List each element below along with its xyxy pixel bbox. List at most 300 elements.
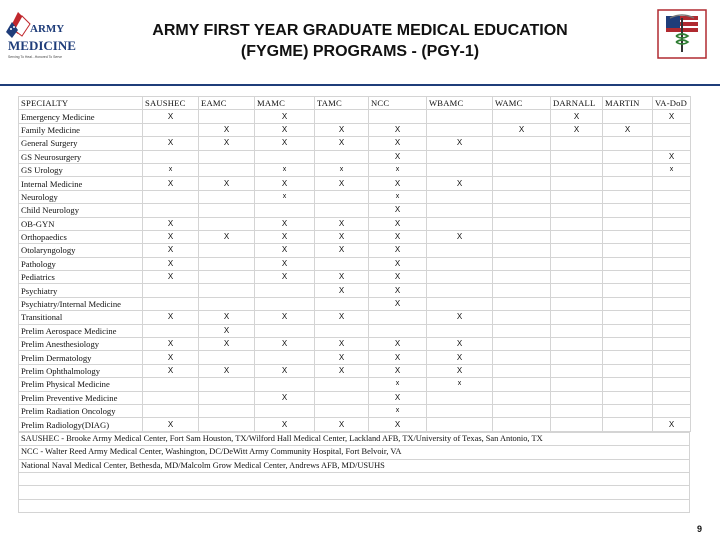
program-mark-cell	[551, 418, 603, 431]
specialty-cell: OB-GYN	[19, 217, 143, 230]
program-mark-cell	[493, 110, 551, 123]
specialty-cell: Internal Medicine	[19, 177, 143, 190]
program-mark-cell	[143, 378, 199, 391]
program-mark-cell	[427, 163, 493, 176]
program-mark-cell: X	[369, 150, 427, 163]
program-mark-cell: X	[315, 123, 369, 136]
program-mark-cell	[603, 110, 653, 123]
program-mark-cell: X	[199, 364, 255, 377]
program-mark-cell: X	[199, 177, 255, 190]
program-mark-cell: X	[369, 351, 427, 364]
program-mark-cell	[603, 244, 653, 257]
program-mark-cell	[653, 137, 691, 150]
program-table	[18, 96, 691, 432]
program-mark-cell: X	[369, 244, 427, 257]
program-mark-cell	[315, 391, 369, 404]
program-mark-cell: X	[369, 257, 427, 270]
program-mark-cell: X	[255, 244, 315, 257]
table-row	[19, 217, 691, 230]
program-mark-cell	[493, 177, 551, 190]
program-mark-cell	[493, 150, 551, 163]
title-line-1: ARMY FIRST YEAR GRADUATE MEDICAL EDUCATION	[152, 22, 568, 39]
table-row	[19, 257, 691, 270]
svg-text:ARMY: ARMY	[30, 23, 65, 35]
program-mark-cell	[143, 297, 199, 310]
program-mark-cell	[199, 244, 255, 257]
program-mark-cell	[653, 284, 691, 297]
notes-table	[18, 432, 690, 513]
program-mark-cell: X	[199, 137, 255, 150]
program-mark-cell: X	[369, 217, 427, 230]
specialty-cell: Orthopaedics	[19, 230, 143, 243]
program-mark-cell	[199, 163, 255, 176]
program-mark-cell: X	[315, 351, 369, 364]
program-mark-cell	[493, 137, 551, 150]
program-mark-cell: X	[369, 123, 427, 136]
note-cell	[19, 472, 690, 485]
program-mark-cell	[427, 190, 493, 203]
program-mark-cell	[199, 271, 255, 284]
column-header-martin: MARTIN	[603, 97, 653, 110]
program-mark-cell	[603, 190, 653, 203]
program-mark-cell: X	[315, 230, 369, 243]
program-table-container	[18, 96, 690, 513]
program-mark-cell	[315, 297, 369, 310]
program-mark-cell	[603, 311, 653, 324]
program-mark-cell: X	[255, 137, 315, 150]
specialty-cell: Emergency Medicine	[19, 110, 143, 123]
note-cell	[19, 486, 690, 499]
specialty-cell: Prelim Radiology(DIAG)	[19, 418, 143, 431]
program-mark-cell: X	[143, 177, 199, 190]
program-mark-cell: X	[199, 338, 255, 351]
program-mark-cell	[551, 230, 603, 243]
table-row	[19, 391, 691, 404]
amedd-crest-icon	[656, 8, 708, 60]
program-mark-cell	[493, 284, 551, 297]
note-row	[19, 446, 690, 459]
program-mark-cell: X	[143, 137, 199, 150]
column-header-tamc: TAMC	[315, 97, 369, 110]
program-mark-cell	[493, 338, 551, 351]
program-mark-cell	[551, 177, 603, 190]
table-row	[19, 378, 691, 391]
specialty-cell: Neurology	[19, 190, 143, 203]
program-mark-cell	[493, 404, 551, 417]
column-header-mamc: MAMC	[255, 97, 315, 110]
program-mark-cell	[199, 150, 255, 163]
program-mark-cell: X	[369, 284, 427, 297]
table-row	[19, 137, 691, 150]
program-mark-cell	[493, 378, 551, 391]
program-mark-cell	[653, 378, 691, 391]
program-mark-cell	[427, 297, 493, 310]
program-mark-cell	[653, 123, 691, 136]
program-mark-cell	[493, 351, 551, 364]
program-mark-cell	[427, 271, 493, 284]
program-mark-cell	[551, 190, 603, 203]
program-mark-cell	[315, 378, 369, 391]
program-mark-cell: X	[551, 123, 603, 136]
table-row	[19, 404, 691, 417]
program-mark-cell: X	[653, 110, 691, 123]
program-mark-cell: X	[255, 110, 315, 123]
column-header-va-dod: VA-DoD	[653, 97, 691, 110]
program-mark-cell: x	[653, 163, 691, 176]
program-mark-cell	[493, 324, 551, 337]
program-mark-cell	[551, 311, 603, 324]
program-mark-cell: X	[315, 418, 369, 431]
program-mark-cell: X	[143, 418, 199, 431]
program-mark-cell: X	[143, 257, 199, 270]
specialty-cell: GS Urology	[19, 163, 143, 176]
program-mark-cell	[551, 244, 603, 257]
program-mark-cell: X	[143, 351, 199, 364]
program-mark-cell: X	[369, 271, 427, 284]
program-mark-cell	[603, 204, 653, 217]
note-row	[19, 499, 690, 512]
svg-text:Serving To Heal...Honored To S: Serving To Heal...Honored To Serve	[8, 55, 62, 59]
program-mark-cell: X	[369, 391, 427, 404]
program-mark-cell: X	[603, 123, 653, 136]
program-mark-cell	[315, 190, 369, 203]
specialty-cell: Psychiatry/Internal Medicine	[19, 297, 143, 310]
program-mark-cell	[551, 351, 603, 364]
program-mark-cell: X	[143, 338, 199, 351]
table-row	[19, 177, 691, 190]
program-mark-cell	[427, 418, 493, 431]
program-mark-cell: X	[255, 418, 315, 431]
program-mark-cell: X	[199, 311, 255, 324]
program-mark-cell	[653, 324, 691, 337]
program-mark-cell	[427, 217, 493, 230]
program-mark-cell	[551, 257, 603, 270]
program-mark-cell: x	[255, 190, 315, 203]
specialty-cell: Prelim Anesthesiology	[19, 338, 143, 351]
program-mark-cell	[603, 217, 653, 230]
program-mark-cell	[493, 271, 551, 284]
column-header-specialty: SPECIALTY	[19, 97, 143, 110]
program-mark-cell: X	[315, 311, 369, 324]
program-mark-cell: X	[369, 418, 427, 431]
table-row	[19, 271, 691, 284]
program-mark-cell	[143, 190, 199, 203]
program-mark-cell	[427, 123, 493, 136]
program-mark-cell	[653, 311, 691, 324]
specialty-cell: Prelim Preventive Medicine	[19, 391, 143, 404]
program-mark-cell: X	[369, 297, 427, 310]
program-mark-cell	[653, 297, 691, 310]
program-mark-cell	[427, 110, 493, 123]
program-mark-cell: X	[255, 311, 315, 324]
program-mark-cell	[603, 378, 653, 391]
program-mark-cell: X	[427, 230, 493, 243]
program-mark-cell	[653, 244, 691, 257]
program-mark-cell	[427, 324, 493, 337]
program-mark-cell	[653, 404, 691, 417]
specialty-cell: Prelim Physical Medicine	[19, 378, 143, 391]
program-mark-cell	[315, 324, 369, 337]
program-mark-cell	[551, 217, 603, 230]
program-mark-cell	[551, 284, 603, 297]
program-mark-cell: X	[255, 338, 315, 351]
program-mark-cell	[315, 404, 369, 417]
program-mark-cell: X	[369, 137, 427, 150]
program-mark-cell: X	[143, 244, 199, 257]
flag-icon	[6, 12, 30, 38]
program-mark-cell	[603, 177, 653, 190]
program-mark-cell	[603, 137, 653, 150]
note-row	[19, 459, 690, 472]
program-mark-cell	[653, 351, 691, 364]
program-mark-cell	[427, 150, 493, 163]
program-mark-cell	[427, 244, 493, 257]
program-mark-cell: X	[369, 364, 427, 377]
program-mark-cell: X	[143, 217, 199, 230]
program-mark-cell: X	[255, 217, 315, 230]
program-mark-cell	[603, 230, 653, 243]
table-header-row	[19, 97, 691, 110]
program-mark-cell	[199, 217, 255, 230]
program-mark-cell	[493, 163, 551, 176]
program-mark-cell: X	[143, 110, 199, 123]
program-mark-cell	[143, 204, 199, 217]
program-mark-cell	[493, 364, 551, 377]
title-line-2: (FYGME) PROGRAMS - (PGY-1)	[240, 43, 480, 60]
note-cell: NCC - Walter Reed Army Medical Center, Washington, DC/DeWitt Army Community Hospital, Fort Belvoir, VA	[19, 446, 690, 459]
table-row	[19, 110, 691, 123]
program-mark-cell	[199, 257, 255, 270]
column-header-wamc: WAMC	[493, 97, 551, 110]
program-mark-cell	[603, 418, 653, 431]
table-row	[19, 190, 691, 203]
program-mark-cell	[551, 137, 603, 150]
table-row	[19, 418, 691, 431]
program-mark-cell	[603, 150, 653, 163]
program-mark-cell	[653, 204, 691, 217]
specialty-cell: Transitional	[19, 311, 143, 324]
program-mark-cell	[143, 150, 199, 163]
specialty-cell: Prelim Radiation Oncology	[19, 404, 143, 417]
program-mark-cell	[653, 257, 691, 270]
note-cell: SAUSHEC - Brooke Army Medical Center, Fort Sam Houston, TX/Wilford Hall Medical Center, Lackland AFB, TX/University of Texas, San Antonio, TX	[19, 432, 690, 445]
table-row	[19, 324, 691, 337]
program-mark-cell	[427, 404, 493, 417]
table-row	[19, 123, 691, 136]
header-rule	[0, 84, 720, 86]
program-mark-cell	[551, 324, 603, 337]
program-mark-cell: X	[315, 177, 369, 190]
column-header-saushec: SAUSHEC	[143, 97, 199, 110]
program-mark-cell: X	[315, 364, 369, 377]
table-row	[19, 230, 691, 243]
program-mark-cell: X	[427, 338, 493, 351]
note-cell: National Naval Medical Center, Bethesda, MD/Malcolm Grow Medical Center, Andrews AFB, MD/USUHS	[19, 459, 690, 472]
program-mark-cell	[653, 271, 691, 284]
page-title	[80, 20, 640, 62]
specialty-cell: General Surgery	[19, 137, 143, 150]
program-mark-cell	[551, 150, 603, 163]
program-mark-cell	[199, 297, 255, 310]
program-mark-cell	[199, 110, 255, 123]
program-mark-cell	[315, 110, 369, 123]
program-mark-cell	[493, 418, 551, 431]
program-mark-cell	[551, 204, 603, 217]
program-mark-cell: X	[143, 311, 199, 324]
program-mark-cell	[369, 324, 427, 337]
program-mark-cell: X	[255, 177, 315, 190]
program-mark-cell: X	[369, 338, 427, 351]
program-mark-cell	[427, 284, 493, 297]
program-mark-cell	[493, 311, 551, 324]
program-mark-cell	[369, 311, 427, 324]
program-mark-cell: X	[199, 123, 255, 136]
program-mark-cell	[493, 217, 551, 230]
program-mark-cell: x	[255, 163, 315, 176]
column-header-ncc: NCC	[369, 97, 427, 110]
program-mark-cell: X	[315, 271, 369, 284]
program-mark-cell: x	[315, 163, 369, 176]
program-mark-cell: x	[369, 163, 427, 176]
specialty-cell: Prelim Ophthalmology	[19, 364, 143, 377]
note-row	[19, 432, 690, 445]
program-mark-cell: X	[427, 137, 493, 150]
program-mark-cell	[199, 418, 255, 431]
program-mark-cell	[653, 190, 691, 203]
program-mark-cell	[427, 257, 493, 270]
table-row	[19, 244, 691, 257]
program-mark-cell	[603, 297, 653, 310]
program-mark-cell: X	[315, 338, 369, 351]
program-mark-cell: x	[427, 378, 493, 391]
program-mark-cell: X	[427, 177, 493, 190]
program-mark-cell: X	[369, 230, 427, 243]
svg-text:MEDICINE: MEDICINE	[8, 38, 76, 53]
program-mark-cell	[493, 244, 551, 257]
program-mark-cell: X	[427, 351, 493, 364]
note-cell	[19, 499, 690, 512]
table-row	[19, 297, 691, 310]
program-mark-cell	[315, 150, 369, 163]
program-mark-cell	[603, 257, 653, 270]
program-mark-cell	[199, 190, 255, 203]
program-mark-cell: X	[315, 137, 369, 150]
program-mark-cell: x	[143, 163, 199, 176]
program-mark-cell: x	[369, 378, 427, 391]
specialty-cell: Prelim Aerospace Medicine	[19, 324, 143, 337]
program-mark-cell	[315, 204, 369, 217]
program-mark-cell	[551, 391, 603, 404]
program-mark-cell	[199, 351, 255, 364]
program-mark-cell	[551, 378, 603, 391]
program-mark-cell: X	[315, 284, 369, 297]
program-mark-cell	[493, 204, 551, 217]
program-mark-cell	[199, 204, 255, 217]
program-mark-cell: X	[493, 123, 551, 136]
program-mark-cell	[143, 324, 199, 337]
program-mark-cell	[603, 271, 653, 284]
program-mark-cell: X	[369, 177, 427, 190]
program-mark-cell	[551, 404, 603, 417]
column-header-eamc: EAMC	[199, 97, 255, 110]
program-mark-cell: X	[427, 364, 493, 377]
program-mark-cell	[653, 177, 691, 190]
program-mark-cell	[551, 271, 603, 284]
program-mark-cell	[653, 338, 691, 351]
program-mark-cell: X	[315, 217, 369, 230]
program-mark-cell	[493, 230, 551, 243]
program-mark-cell: X	[551, 110, 603, 123]
program-mark-cell	[551, 297, 603, 310]
program-mark-cell	[255, 324, 315, 337]
column-header-wbamc: WBAMC	[427, 97, 493, 110]
program-mark-cell: X	[653, 418, 691, 431]
program-mark-cell: X	[255, 257, 315, 270]
program-mark-cell	[143, 404, 199, 417]
specialty-cell: Child Neurology	[19, 204, 143, 217]
program-mark-cell: X	[653, 150, 691, 163]
program-mark-cell: x	[369, 404, 427, 417]
program-mark-cell: X	[255, 364, 315, 377]
table-row	[19, 338, 691, 351]
program-mark-cell	[255, 297, 315, 310]
program-mark-cell	[255, 284, 315, 297]
program-mark-cell	[199, 404, 255, 417]
program-mark-cell: X	[199, 324, 255, 337]
table-row	[19, 204, 691, 217]
program-mark-cell	[603, 284, 653, 297]
program-mark-cell	[369, 110, 427, 123]
specialty-cell: GS Neurosurgery	[19, 150, 143, 163]
program-mark-cell	[143, 123, 199, 136]
program-mark-cell: X	[143, 230, 199, 243]
program-mark-cell	[427, 391, 493, 404]
table-row	[19, 351, 691, 364]
program-mark-cell	[603, 404, 653, 417]
program-mark-cell	[143, 391, 199, 404]
table-row	[19, 364, 691, 377]
program-mark-cell: X	[255, 391, 315, 404]
program-mark-cell	[199, 391, 255, 404]
program-mark-cell	[603, 324, 653, 337]
program-mark-cell	[551, 338, 603, 351]
column-header-darnall: DARNALL	[551, 97, 603, 110]
table-row	[19, 163, 691, 176]
table-row	[19, 150, 691, 163]
program-mark-cell	[603, 163, 653, 176]
program-mark-cell	[315, 257, 369, 270]
specialty-cell: Prelim Dermatology	[19, 351, 143, 364]
program-mark-cell: X	[199, 230, 255, 243]
program-mark-cell: X	[255, 230, 315, 243]
specialty-cell: Family Medicine	[19, 123, 143, 136]
program-mark-cell	[255, 150, 315, 163]
program-mark-cell: X	[143, 271, 199, 284]
program-mark-cell	[493, 297, 551, 310]
program-mark-cell	[199, 284, 255, 297]
program-mark-cell	[603, 364, 653, 377]
program-mark-cell	[653, 364, 691, 377]
program-mark-cell	[653, 391, 691, 404]
program-mark-cell	[551, 364, 603, 377]
page-number: 9	[697, 524, 703, 534]
program-mark-cell	[255, 404, 315, 417]
program-mark-cell	[493, 190, 551, 203]
program-mark-cell: X	[255, 123, 315, 136]
program-mark-cell	[603, 351, 653, 364]
army-medicine-logo	[4, 8, 76, 64]
program-mark-cell	[653, 230, 691, 243]
